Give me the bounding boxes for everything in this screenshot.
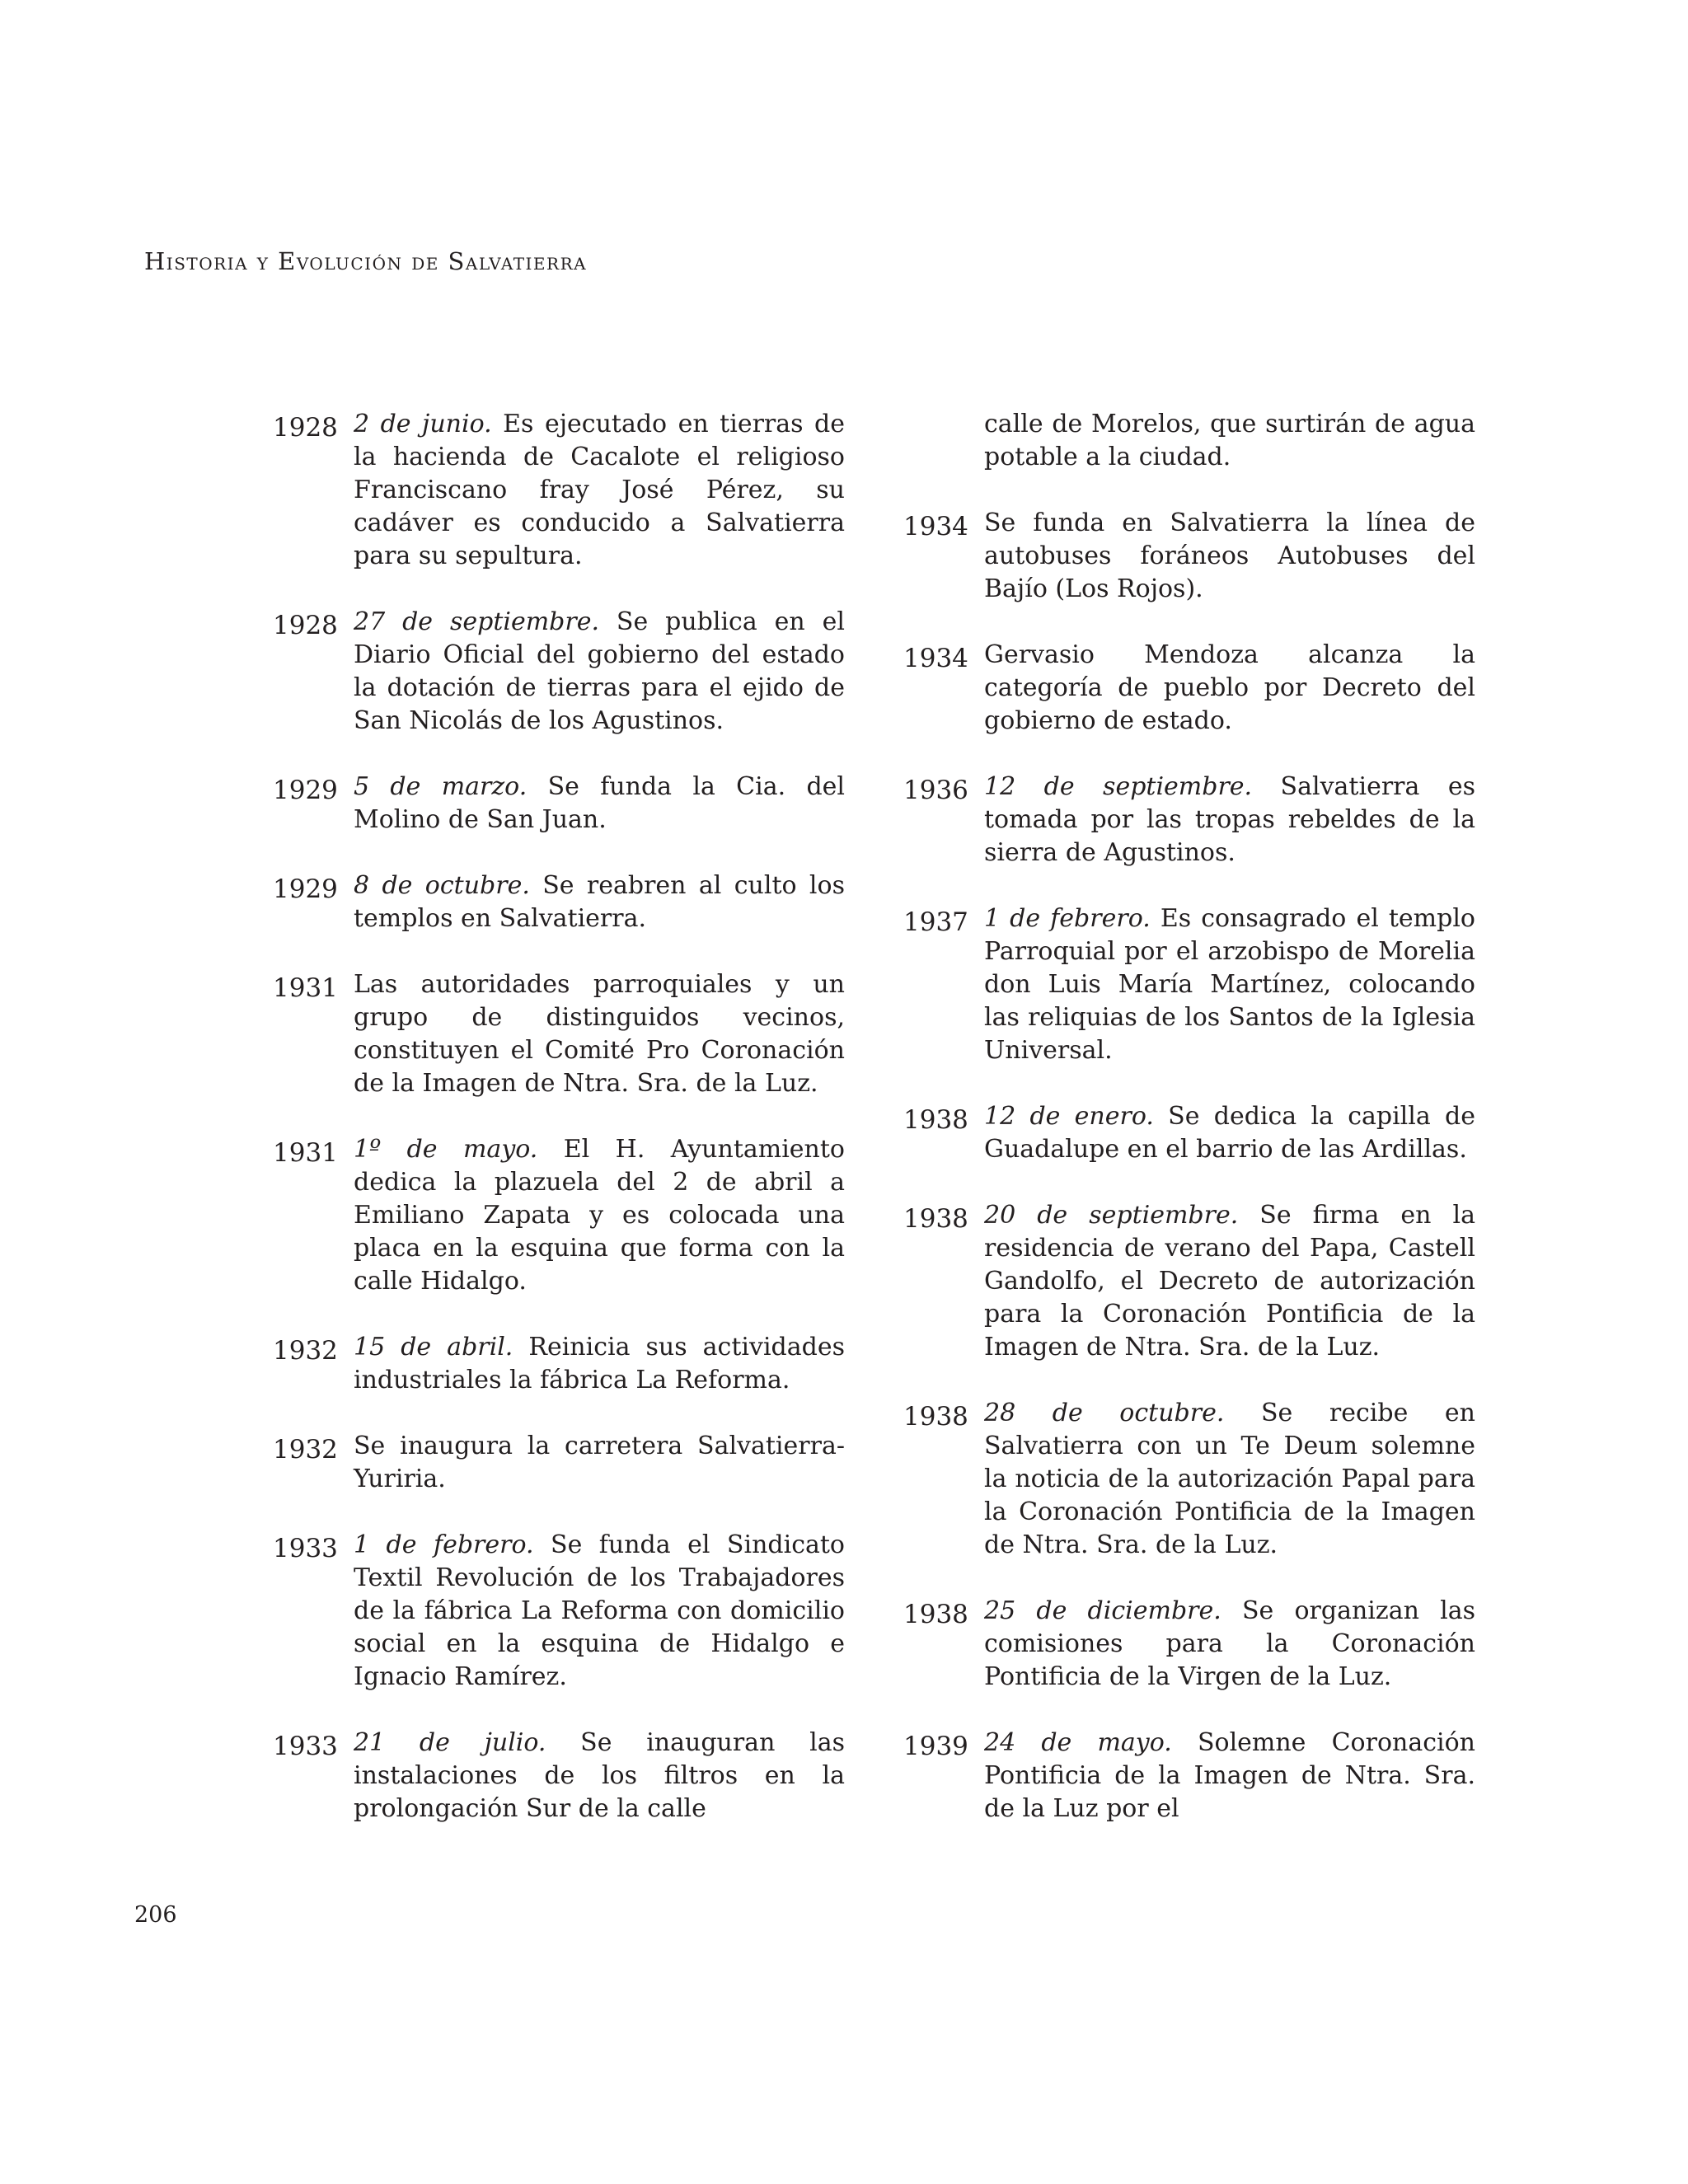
entry-text	[354, 1331, 845, 1397]
entry-body: Se dedica la capilla de Guadalupe en el barrio de las Ardillas.	[984, 1102, 1475, 1164]
entry-year: 1928	[273, 413, 338, 443]
entry-body: Se funda en Salvatierra la línea de autobuses foráneos Autobuses del Bajío (Los Rojos).	[984, 509, 1475, 603]
entry-body: Se inauguran las instalaciones de los filtros en la prolongación Sur de la calle	[354, 1728, 845, 1823]
entry-body: Gervasio Mendoza alcanza la categoría de pueblo por Decreto del gobierno de estado.	[984, 640, 1475, 735]
entry-year: 1938	[903, 1600, 968, 1629]
running-head: Historia y Evolución de Salvatierra	[144, 247, 588, 275]
chronology-entry	[273, 968, 909, 1100]
entry-date: 24 de mayo.	[984, 1728, 1172, 1757]
chronology-entry	[903, 1199, 1540, 1364]
entry-date: 12 de septiembre.	[984, 772, 1253, 801]
entry-text	[984, 1727, 1475, 1825]
chronology-entry	[273, 408, 909, 573]
entry-body: Se inaugura la carretera Salvatierra-Yuriria.	[354, 1432, 845, 1493]
entry-year: 1938	[903, 1204, 968, 1234]
entry-text	[984, 902, 1475, 1067]
chronology-entry	[273, 1331, 909, 1397]
entry-text	[984, 1397, 1475, 1562]
entry-year: 1931	[273, 973, 338, 1003]
entry-text	[984, 507, 1475, 606]
entry-year: 1929	[273, 776, 338, 805]
entry-year: 1931	[273, 1138, 338, 1168]
entry-text	[984, 1199, 1475, 1364]
entry-text	[354, 1133, 845, 1298]
entry-body: Se funda la Cia. del Molino de San Juan.	[354, 772, 846, 834]
entry-text	[354, 771, 845, 837]
entry-text	[354, 1529, 845, 1694]
entry-body: Se recibe en Salvatierra con un Te Deum solemne la noticia de la autorización Papal para la Coronación Pontificia de la Imagen de Ntra. Sra. de la Luz.	[984, 1399, 1475, 1559]
entry-body: Salvatierra es tomada por las tropas rebeldes de la sierra de Agustinos.	[984, 772, 1475, 867]
chronology-entry	[273, 1727, 909, 1825]
page-number: 206	[134, 1902, 177, 1928]
chronology-entry	[903, 1595, 1540, 1694]
entry-text	[354, 869, 845, 935]
entry-date: 21 de julio.	[354, 1728, 546, 1757]
entry-body: Se organizan las comisiones para la Coronación Pontificia de la Virgen de la Luz.	[984, 1596, 1475, 1691]
entry-year: 1933	[273, 1732, 338, 1761]
entry-date: 27 de septiembre.	[354, 607, 599, 636]
entry-text	[984, 1595, 1475, 1694]
entry-text	[984, 408, 1475, 474]
chronology-entry	[273, 1430, 909, 1496]
entry-year: 1934	[903, 644, 968, 673]
chronology-entry	[903, 1100, 1540, 1166]
entry-text	[984, 771, 1475, 869]
entry-body: Se reabren al culto los templos en Salvatierra.	[354, 871, 845, 933]
entry-body: Se firma en la residencia de verano del Papa, Castell Gandolfo, el Decreto de autorización para la Coronación Pontificia de la Imagen de Ntra. Sra. de la Luz.	[984, 1201, 1475, 1361]
entry-year: 1928	[273, 611, 338, 640]
chronology-entry	[903, 1727, 1540, 1825]
entry-body: Es ejecutado en tierras de la hacienda de Cacalote el religioso Franciscano fray José Pérez, su cadáver es conducido a Salvatierra para su sepultura.	[354, 410, 845, 570]
entry-year: 1938	[903, 1402, 968, 1432]
chronology-entry	[903, 639, 1540, 738]
chronology-entry	[273, 606, 909, 738]
entry-text	[984, 1100, 1475, 1166]
chronology-entry	[903, 507, 1540, 606]
entry-date: 25 de diciembre.	[984, 1596, 1221, 1625]
entry-text	[354, 606, 845, 738]
entry-text	[354, 1727, 845, 1825]
entry-date: 20 de septiembre.	[984, 1201, 1239, 1230]
entry-text	[354, 968, 845, 1100]
chronology-entry	[273, 869, 909, 935]
entry-date: 15 de abril.	[354, 1333, 513, 1361]
chronology-entry	[273, 771, 909, 837]
entry-text	[354, 408, 845, 573]
entry-year: 1939	[903, 1732, 968, 1761]
entry-date: 1 de febrero.	[354, 1530, 534, 1559]
chronology-entry	[273, 1529, 909, 1694]
entry-date: 5 de marzo.	[354, 772, 528, 801]
chronology-entry-continued	[903, 408, 1540, 474]
entry-date: 28 de octubre.	[984, 1399, 1225, 1427]
entry-year: 1937	[903, 907, 968, 937]
chronology-entry	[903, 902, 1540, 1067]
chronology-entry	[273, 1133, 909, 1298]
entry-body: Solemne Coronación Pontificia de la Imagen de Ntra. Sra. de la Luz por el	[984, 1728, 1475, 1823]
entry-body: Es consagrado el templo Parroquial por el arzobispo de Morelia don Luis María Martínez, colocando las reliquias de los Santos de la Iglesia Universal.	[984, 904, 1475, 1065]
entry-body: Se publica en el Diario Oficial del gobierno del estado la dotación de tierras para el ejido de San Nicolás de los Agustinos.	[354, 607, 845, 735]
entry-body: Se funda el Sindicato Textil Revolución de los Trabajadores de la fábrica La Reforma con domicilio social en la esquina de Hidalgo e Ignacio Ramírez.	[354, 1530, 845, 1691]
entry-year: 1936	[903, 776, 968, 805]
entry-text	[984, 639, 1475, 738]
entry-body: Reinicia sus actividades industriales la fábrica La Reforma.	[354, 1333, 845, 1394]
right-column	[903, 408, 1540, 1858]
chronology-entry	[903, 1397, 1540, 1562]
entry-body: Las autoridades parroquiales y un grupo de distinguidos vecinos, constituyen el Comité Pro Coronación de la Imagen de Ntra. Sra. de la Luz.	[354, 970, 845, 1098]
entry-date: 1º de mayo.	[354, 1135, 538, 1164]
left-column	[273, 408, 909, 1858]
entry-body: El H. Ayuntamiento dedica la plazuela del 2 de abril a Emiliano Zapata y es colocada una placa en la esquina que forma con la calle Hidalgo.	[354, 1135, 845, 1296]
entry-year	[903, 408, 984, 411]
entry-year: 1929	[273, 874, 338, 904]
entry-year: 1932	[273, 1435, 338, 1465]
entry-date: 2 de junio.	[354, 410, 492, 438]
entry-date: 12 de enero.	[984, 1102, 1154, 1131]
entry-year: 1932	[273, 1336, 338, 1366]
entry-date: 8 de octubre.	[354, 871, 530, 900]
entry-text	[354, 1430, 845, 1496]
entry-date: 1 de febrero.	[984, 904, 1151, 933]
entry-year: 1938	[903, 1105, 968, 1135]
entry-body: calle de Morelos, que surtirán de agua potable a la ciudad.	[984, 410, 1475, 471]
chronology-entry	[903, 771, 1540, 869]
entry-year: 1934	[903, 512, 968, 541]
entry-year: 1933	[273, 1534, 338, 1563]
